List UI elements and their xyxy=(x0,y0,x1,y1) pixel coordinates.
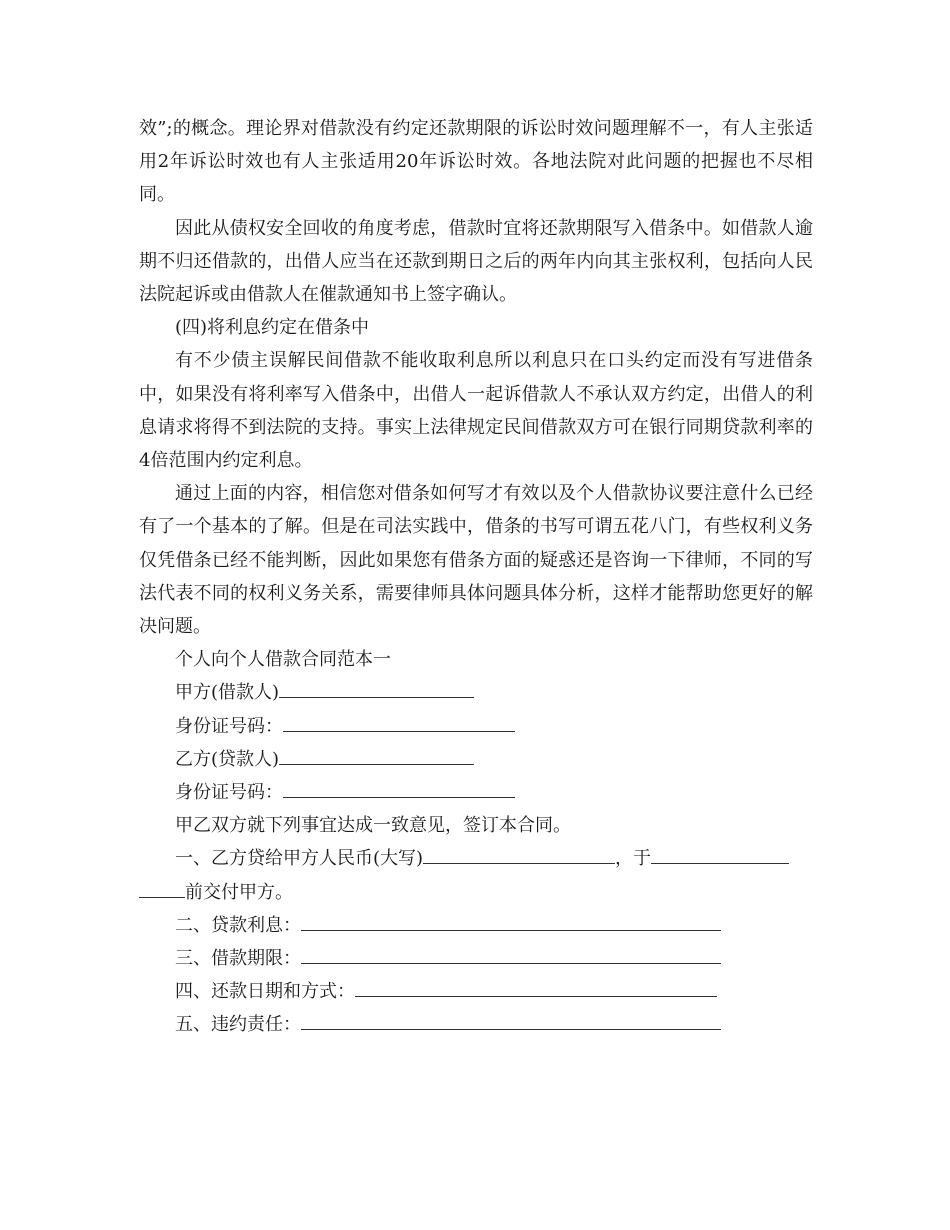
clause-1-continued xyxy=(139,876,813,909)
agreement-statement: 甲乙双方就下列事宜达成一致意见，签订本合同。 xyxy=(175,815,571,837)
paragraph-repayment-term: 因此从债权安全回收的角度考虑，借款时宜将还款期限写入借条中。如借款人逾期不归还借款的，出借人应当在还款到期日之后的两年内向其主张权利，包括向人民法院起诉或由借款人在催款通知书上签字确认。 xyxy=(139,217,813,306)
field-id-b xyxy=(139,776,813,809)
clause-5 xyxy=(139,1008,813,1041)
term-blank xyxy=(301,943,721,964)
id-b-blank xyxy=(283,777,515,798)
clause-3 xyxy=(139,942,813,975)
clause-1 xyxy=(139,842,813,875)
paragraph-interest: 有不少债主误解民间借款不能收取利息所以利息只在口头约定而没有写进借条中，如果没有将利率写入借条中，出借人一起诉借款人不承认双方约定，出借人的利息请求将得不到法院的支持。事实上法律规定民间借款双方可在银行同期贷款利率的4倍范围内约定利息。 xyxy=(139,350,813,472)
field-party-b-label: 乙方(贷款人) xyxy=(175,748,280,770)
clause-5-label: 五、违约责任： xyxy=(175,1014,301,1036)
party-a-blank xyxy=(279,677,474,698)
field-party-b xyxy=(139,743,813,776)
interest-blank xyxy=(301,910,721,931)
clause-4 xyxy=(139,975,813,1008)
clause-1-mid: ，于 xyxy=(615,848,652,870)
id-a-blank xyxy=(283,711,515,732)
paragraph-summary: 通过上面的内容，相信您对借条如何写才有效以及个人借款协议要注意什么已经有了一个基本的了解。但是在司法实践中，借条的书写可谓五花八门，有些权利义务仅凭借条已经不能判断，因此如果您有借条方面的疑惑还是咨询一下律师，不同的写法代表不同的权利义务关系，需要律师具体问题具体分析，这样才能帮助您更好的解决问题。 xyxy=(139,483,813,638)
field-id-a xyxy=(139,710,813,743)
clause-4-label: 四、还款日期和方式： xyxy=(175,981,355,1003)
section-heading-interest: (四)将利息约定在借条中 xyxy=(175,317,370,339)
party-b-blank xyxy=(279,744,474,765)
contract-title: 个人向个人借款合同范本一 xyxy=(175,649,391,671)
date-blank-end xyxy=(139,877,185,898)
liability-blank xyxy=(301,1009,721,1030)
amount-blank xyxy=(423,843,615,864)
repayment-blank xyxy=(355,976,717,997)
field-party-a xyxy=(139,676,813,709)
clause-1-prefix: 一、乙方贷给甲方人民币(大写) xyxy=(175,848,424,870)
clause-3-label: 三、借款期限： xyxy=(175,948,301,970)
clause-2-label: 二、贷款利息： xyxy=(175,914,301,936)
clause-2 xyxy=(139,909,813,942)
paragraph-statute-limitation: 效”;的概念。理论界对借款没有约定还款期限的诉讼时效问题理解不一，有人主张适用2年诉讼时效也有人主张适用20年诉讼时效。各地法院对此问题的把握也不尽相同。 xyxy=(139,118,813,206)
field-id-b-label: 身份证号码： xyxy=(175,782,283,804)
field-party-a-label: 甲方(借款人) xyxy=(175,682,280,704)
field-id-a-label: 身份证号码： xyxy=(175,715,283,737)
document-body xyxy=(139,112,813,1042)
clause-1-suffix: 前交付甲方。 xyxy=(185,881,293,903)
date-blank-start xyxy=(651,843,789,864)
